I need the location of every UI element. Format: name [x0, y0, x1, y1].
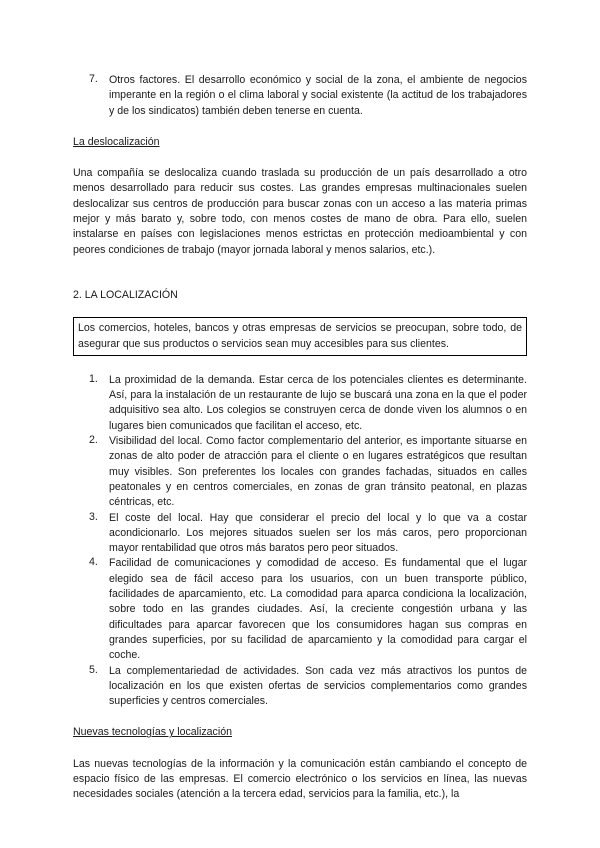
list-item — [73, 511, 527, 557]
list-item-text: Otros factores. El desarrollo económico y social de la zona, el ambiente de negocios imperante en la región o el clima laboral y social existente (la actitud de los trabajadores y de los sindicatos) también deben tenerse en cuenta. — [109, 74, 527, 117]
section-heading-deslocalizacion: La deslocalización — [73, 135, 160, 148]
localization-factors-list — [73, 373, 527, 710]
list-item — [73, 556, 527, 663]
list-item-number: 3. — [89, 510, 98, 523]
callout-box — [73, 317, 527, 356]
list-item — [73, 664, 527, 710]
paragraph-nuevas-tecnologias: Las nuevas tecnologías de la información y la comunicación están cambiando el concepto de espacio físico de las empresas. El comercio electrónico o los servicios en línea, las nuevas necesidades sociales (atención a la tercera edad, servicios para la familia, etc.), la — [73, 757, 527, 801]
list-item-text: El coste del local. Hay que considerar el precio del local y lo que va a costar acondicionarlo. Los mejores situados suelen ser los más caros, pero proporcionan mayor rentabilidad que otros más baratos pero peor situados. — [109, 511, 527, 555]
list-continuation — [73, 73, 527, 119]
list-item-number: 5. — [89, 663, 98, 676]
list-item-number: 4. — [89, 556, 98, 569]
list-item-number: 1. — [89, 372, 98, 385]
section-heading-localizacion: 2. LA LOCALIZACIÓN — [73, 288, 178, 301]
callout-text: Los comercios, hoteles, bancos y otras empresas de servicios se preocupan, sobre todo, de asegurar que sus productos o servicios sean muy accesibles para sus clientes. — [78, 322, 522, 350]
document-page — [73, 0, 527, 803]
list-item-text: La complementariedad de actividades. Son cada vez más atractivos los puntos de localización en los que existen ofertas de servicios complementarios como grandes superficies y centros comerciales. — [109, 664, 527, 708]
list-item-number: 7. — [89, 73, 98, 85]
list-item-number: 2. — [89, 434, 98, 447]
list-item-text: Facilidad de comunicaciones y comodidad de acceso. Es fundamental que el lugar elegido sea de fácil acceso para los usuarios, con un buen transporte público, facilidades de aparcamiento, etc. La comodidad para aparca condiciona la localización, sobre todo en las grandes ciudades. Así, la creciente congestión urbana y las dificultades para aparcar favorecen que los consumidores hagan sus compras en grandes superficies, por su facilidad de aparcamiento y la comodidad para cargar el coche. — [109, 557, 527, 662]
paragraph-deslocalizacion: Una compañía se deslocaliza cuando traslada su producción de un país desarrollado a otro menos desarrollado para reducir sus costes. Las grandes empresas multinacionales suelen deslocalizar sus centros de producción para buscar zonas con un acceso a las materia primas mejor y más barato y, sobre todo, con menos costes de mano de obra. Para ello, suelen instalarse en países con legislaciones menos estrictas en protección medioambiental y con peores condiciones de trabajo (mayor jornada laboral y menos salarios, etc.). — [73, 167, 527, 256]
list-item — [73, 373, 527, 434]
section-heading-nuevas-tecnologias: Nuevas tecnologías y localización — [73, 726, 232, 739]
list-item — [73, 434, 527, 510]
list-item — [73, 73, 527, 119]
list-item-text: Visibilidad del local. Como factor complementario del anterior, es importante situarse en zonas de alto poder de atracción para el cliente o en lugares estratégicos que resultan muy visibles. Son preferentes los locales con grandes fachadas, situados en calles peatonales y en centros comerciales, en zonas de gran tránsito peatonal, en plazas céntricas, etc. — [109, 435, 527, 509]
list-item-text: La proximidad de la demanda. Estar cerca de los potenciales clientes es determinante. Así, para la instalación de un restaurante de lujo se buscará una zona en la que el poder adquisitivo sea alto. Los colegios se construyen cerca de donde viven los alumnos o en lugares bien comunicados que facilitan el acceso, etc. — [109, 373, 527, 432]
